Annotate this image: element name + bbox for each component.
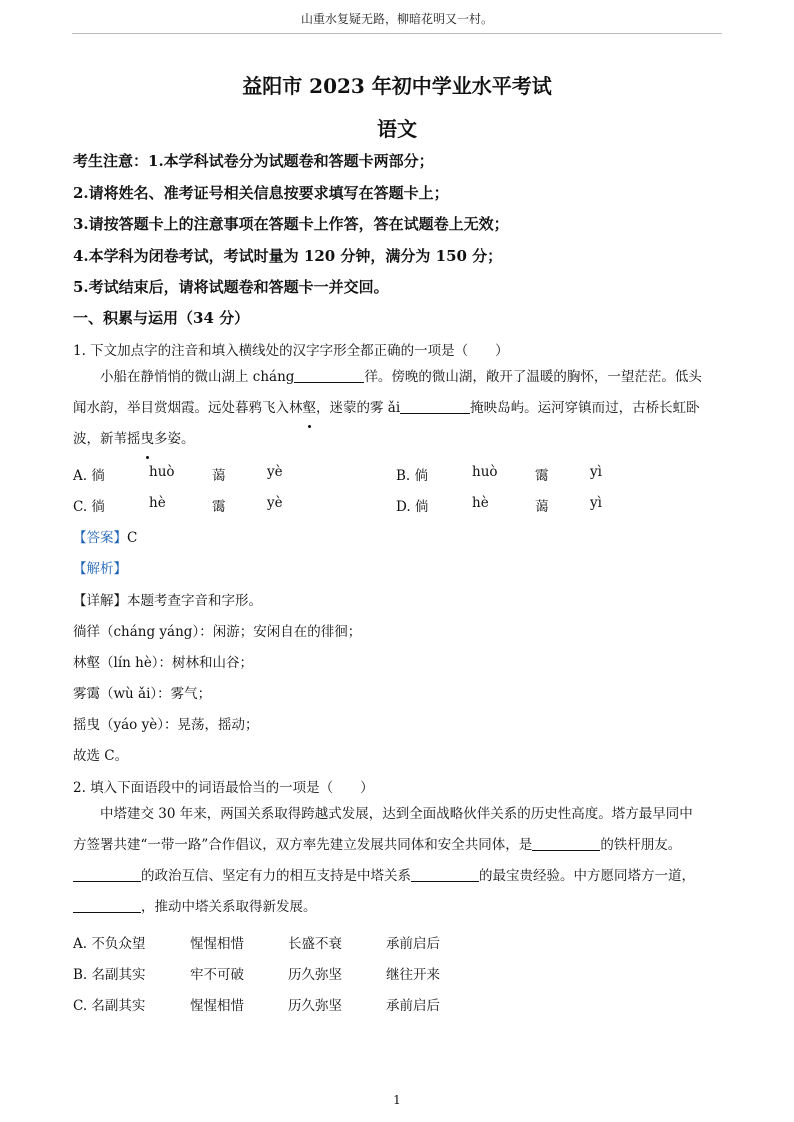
analysis-line: 摇曳（yáo yè）：晃荡，摇动； [73,717,259,733]
exam-subject: 语文 [377,117,417,141]
header-divider [72,33,722,34]
option-character: 蔼 [535,499,549,515]
option-phrase: 历久弥坚 [288,967,342,983]
fill-blank [73,898,141,913]
option-character: 霭 [535,468,549,484]
passage-text: 多姿。 [154,431,195,447]
option-character: 霭 [212,499,226,515]
analysis-line: 故选 C。 [73,748,129,764]
notice-line: 4.本学科为闭卷考试，考试时量为 120 分钟，满分为 150 分； [73,247,503,265]
option-phrase: 惺惺相惜 [190,998,244,1014]
option-pinyin: huò [149,464,175,480]
option-phrase: 惺惺相惜 [190,936,244,952]
passage-text: 徉。傍晚的微山湖，敞开了温暖的胸怀，一望茫茫。低头 [364,369,702,385]
option-pinyin: hè [472,495,489,511]
analysis-line: 雾霭（wù ǎi）：雾气； [73,686,212,702]
passage-text: 的最宝贵经验。中方愿同塔方一道， [479,868,695,884]
answer-value: C [127,530,138,546]
option-pinyin: huò [472,464,498,480]
dotted-character: 壑 [303,393,317,424]
option-character: 蔼 [212,468,226,484]
option-phrase: 长盛不衰 [288,936,342,952]
question-1-stem: 1. 下文加点字的注音和填入横线处的汉字字形全都正确的一项是（ ） [73,343,509,359]
notice-line: 考生注意：1.本学科试卷分为试题卷和答题卡两部分； [73,152,434,170]
passage-text: 的政治互信、坚定有力的相互支持是中塔关系 [141,868,411,884]
option-label: A. 不负众望 [73,936,146,952]
option-phrase: 历久弥坚 [288,998,342,1014]
fill-blank [294,368,364,383]
passage-text: ，推动中塔关系取得新发展。 [141,899,317,915]
analysis-line: 徜徉（cháng yáng）：闲游；安闲自在的徘徊； [73,624,362,640]
passage-text: 掩映岛屿。运河穿镇而过，古桥长虹卧 [470,400,700,416]
question-2-stem: 2. 填入下面语段中的词语最恰当的一项是（ ） [73,780,374,796]
page-number: 1 [393,1093,401,1107]
passage-text: 小船在静悄悄的微山湖上 cháng [100,369,295,385]
option-pinyin: yì [590,464,602,480]
passage-text: 波，新苇摇 [73,431,141,447]
section-heading: 一、积累与运用（34 分） [73,309,250,327]
dotted-character: 曳 [141,424,155,455]
header-motto: 山重水复疑无路，柳暗花明又一村。 [300,12,493,26]
option-label: B. 名副其实 [73,967,146,983]
option-phrase: 承前启后 [386,998,440,1014]
notice-line: 5.考试结束后，请将试题卷和答题卡一并交回。 [73,278,389,296]
option-label: B. 倘 [396,468,429,484]
fill-blank [73,867,141,882]
passage-text: 闻水韵，举目赏烟霞。远处暮鸦飞入林 [73,400,303,416]
fill-blank [411,867,479,882]
fill-blank [400,399,470,414]
option-phrase: 牢不可破 [190,967,244,983]
analysis-line: 林壑（lín hè）：树林和山谷； [73,655,254,671]
option-pinyin: yè [267,464,283,480]
option-pinyin: yì [590,495,602,511]
option-pinyin: hè [149,495,166,511]
option-pinyin: yè [267,495,283,511]
option-label: C. 徜 [73,499,105,515]
option-label: A. 徜 [73,468,105,484]
fill-blank [532,836,600,851]
notice-line: 3.请按答题卡上的注意事项在答题卡上作答，答在试题卷上无效； [73,215,509,233]
exam-title: 益阳市 2023 年初中学业水平考试 [242,74,552,98]
option-phrase: 承前启后 [386,936,440,952]
question-2-passage [73,799,723,923]
option-label: C. 名副其实 [73,998,146,1014]
passage-text: ，迷蒙的雾 ǎi [316,400,401,416]
option-label: D. 倘 [396,499,429,515]
answer-tag: 【答案】 [73,530,127,546]
analysis-tag: 【解析】 [73,561,127,577]
option-phrase: 继往开来 [386,967,440,983]
answer-line [73,526,137,546]
notice-line: 2.请将姓名、准考证号相关信息按要求填写在答题卡上； [73,184,449,202]
passage-text: 中塔建交 30 年来，两国关系取得跨越式发展，达到全面战略伙伴关系的历史性高度。塔方最早同中 [100,806,693,822]
analysis-line: 【详解】本题考查字音和字形。 [73,593,262,609]
question-1-passage [73,362,723,455]
passage-text: 方签署共建“一带一路”合作倡议，双方率先建立发展共同体和安全共同体，是 [73,837,533,853]
passage-text: 的铁杆朋友。 [600,837,682,853]
